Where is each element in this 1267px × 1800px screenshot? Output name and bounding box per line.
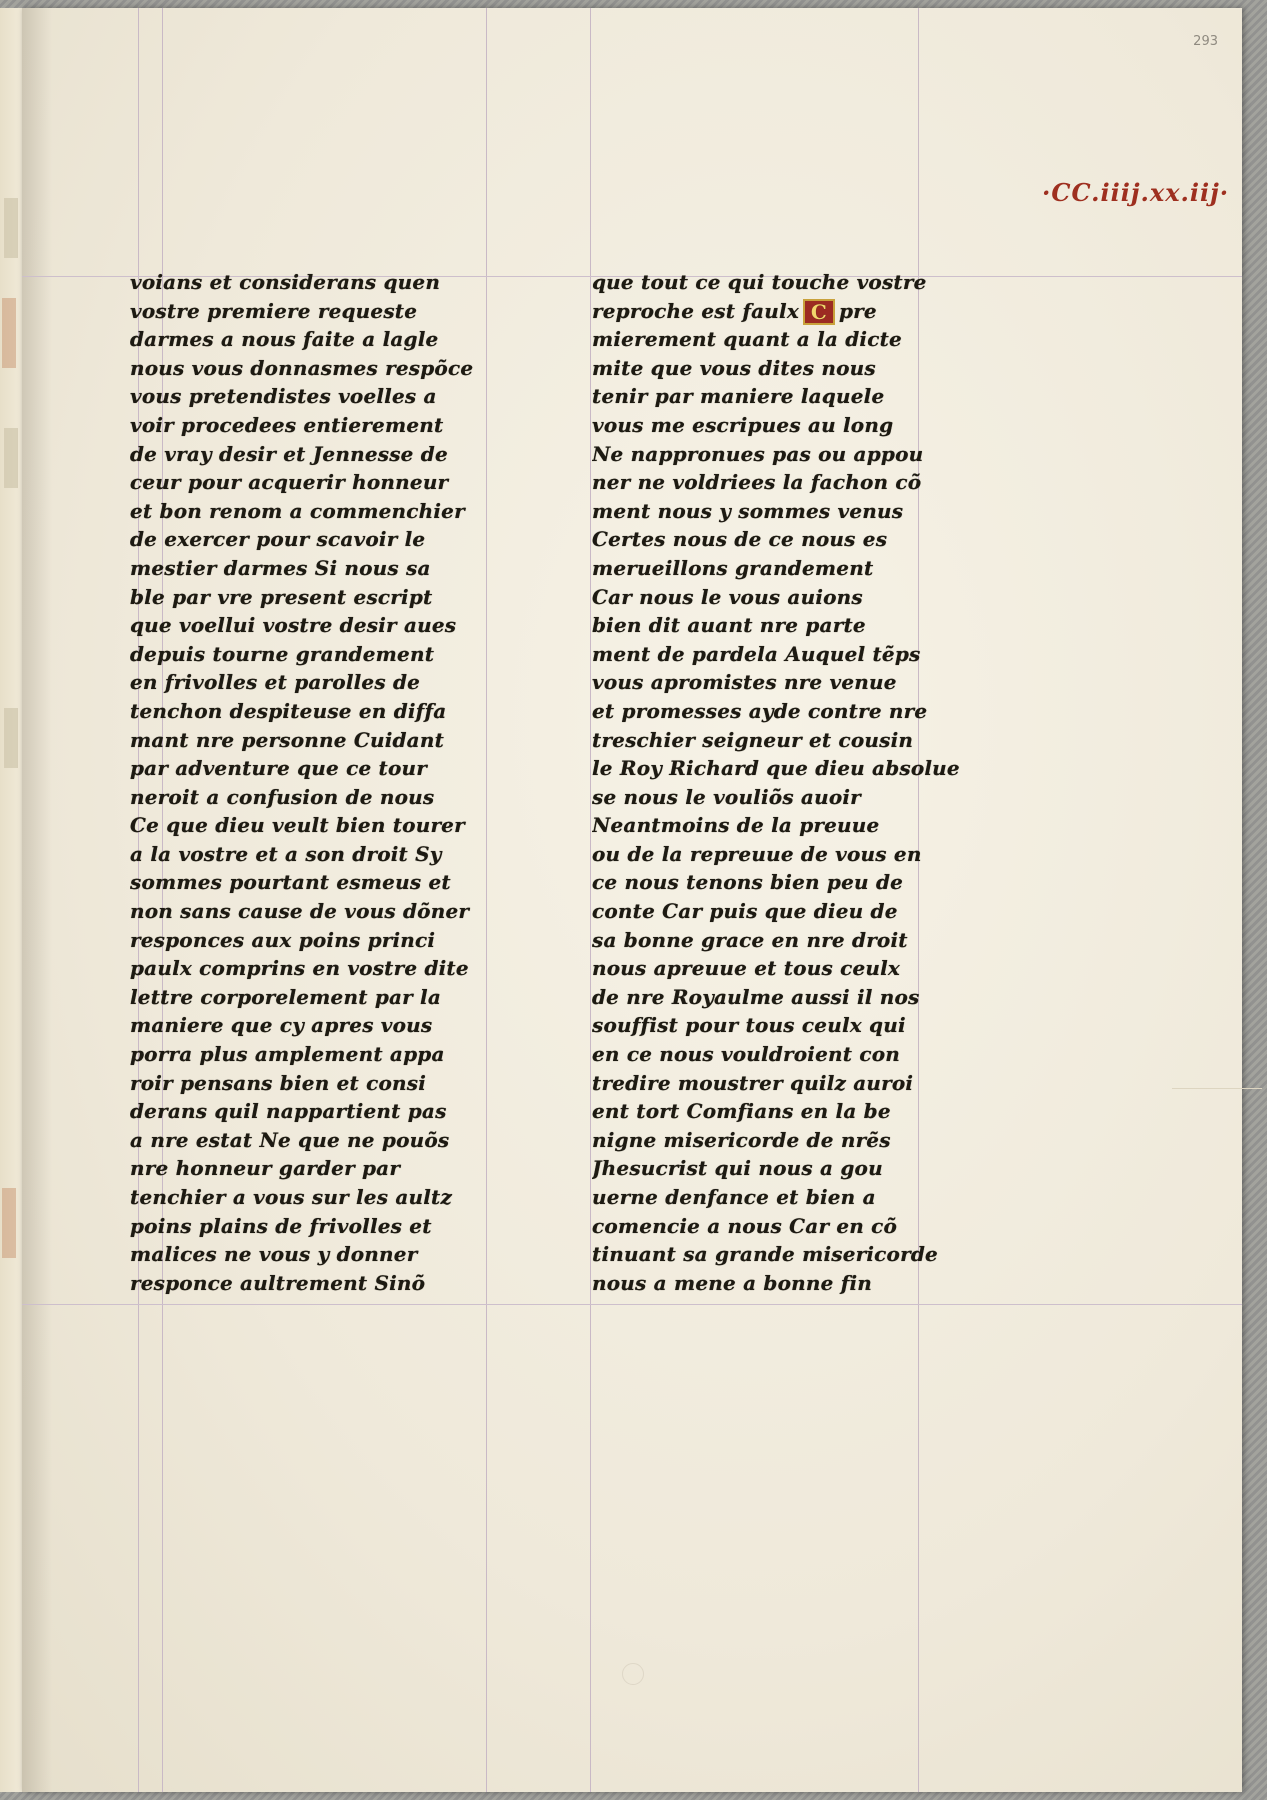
text-line: derans quil nappartient pas xyxy=(130,1099,447,1124)
text-line: que tout ce qui touche vostre xyxy=(592,270,927,294)
text-line: conte Car puis que dieu de xyxy=(592,899,898,924)
text-line: se nous le vouliõs auoir xyxy=(592,784,861,809)
text-line: neroit a confusion de nous xyxy=(130,784,435,809)
text-line: et promesses ayde contre nre xyxy=(592,698,928,723)
decorated-initial: C xyxy=(803,299,835,325)
text-line: mierement quant a la dicte xyxy=(592,327,902,352)
text-line: darmes a nous faite a lagle xyxy=(130,327,439,352)
text-line: lettre corporelement par la xyxy=(130,984,442,1009)
text-line: nous vous donnasmes respõce xyxy=(130,355,474,380)
stain xyxy=(622,1663,644,1685)
text-line: de vray desir et Jennesse de xyxy=(130,441,448,466)
text-line: vostre premiere requeste xyxy=(130,298,418,323)
text-line: a nre estat Ne que ne pouõs xyxy=(130,1127,450,1152)
text-line: nre honneur garder par xyxy=(130,1156,401,1181)
text-line: paulx comprins en vostre dite xyxy=(130,956,469,981)
text-line: ce nous tenons bien peu de xyxy=(592,870,904,895)
text-line: ment nous y sommes venus xyxy=(592,498,904,523)
text-line: voians et considerans quen xyxy=(130,270,441,294)
running-head: ·CC.iiij.xx.iij· xyxy=(1042,178,1230,207)
text-line: nigne misericorde de nrẽs xyxy=(592,1127,891,1152)
text-line: vous me escripues au long xyxy=(592,412,894,437)
text-line: tenir par maniere laquele xyxy=(592,384,885,409)
text-line: ble par vre present escript xyxy=(130,584,433,609)
text-fragment: reproche est faulx xyxy=(592,298,799,323)
text-line: malices ne vous y donner xyxy=(130,1242,418,1267)
text-line: Neantmoins de la preuue xyxy=(592,813,880,838)
text-line: ceur pour acquerir honneur xyxy=(130,470,449,495)
text-line: en frivolles et parolles de xyxy=(130,670,421,695)
text-column-left xyxy=(130,268,530,1297)
text-line: tenchon despiteuse en diffa xyxy=(130,698,447,723)
text-fragment: pre xyxy=(838,298,877,323)
text-line: ent tort Comfians en la be xyxy=(592,1099,891,1124)
folio-number: 293 xyxy=(1193,34,1218,49)
text-line: Car nous le vous auions xyxy=(592,584,863,609)
text-line: comencie a nous Car en cõ xyxy=(592,1213,898,1238)
text-line: non sans cause de vous dõner xyxy=(130,899,470,924)
text-line: et bon renom a commenchier xyxy=(130,498,465,523)
text-line: vous apromistes nre venue xyxy=(592,670,897,695)
text-line: responces aux poins princi xyxy=(130,927,436,952)
text-line: tinuant sa grande misericorde xyxy=(592,1242,938,1267)
text-line: responce aultrement Sinõ xyxy=(130,1270,426,1295)
text-line: que voellui vostre desir aues xyxy=(130,613,457,638)
text-line: de nre Royaulme aussi il nos xyxy=(592,984,920,1009)
text-line: tenchier a vous sur les aultz xyxy=(130,1185,453,1209)
text-line: uerne denfance et bien a xyxy=(592,1185,876,1209)
text-line: vous pretendistes voelles a xyxy=(130,384,437,409)
ruling-line xyxy=(22,1304,1242,1305)
text-line: mant nre personne Cuidant xyxy=(130,727,445,752)
text-line: souffist pour tous ceulx qui xyxy=(592,1013,906,1038)
text-line: mestier darmes Si nous sa xyxy=(130,555,431,580)
text-line: ner ne voldriees la fachon cõ xyxy=(592,470,922,495)
text-line: ou de la repreuue de vous en xyxy=(592,841,922,866)
text-line: par adventure que ce tour xyxy=(130,756,428,781)
text-line: nous apreuue et tous ceulx xyxy=(592,956,901,981)
text-line: sa bonne grace en nre droit xyxy=(592,927,908,952)
text-line: Ne nappronues pas ou appou xyxy=(592,441,924,466)
text-line: merueillons grandement xyxy=(592,555,874,580)
text-line: porra plus amplement appa xyxy=(130,1042,445,1067)
text-line: tredire moustrer quilz auroi xyxy=(592,1070,914,1095)
text-line: mite que vous dites nous xyxy=(592,355,876,380)
text-line: a la vostre et a son droit Sy xyxy=(130,841,442,866)
facing-page-edge xyxy=(0,8,24,1792)
text-line: poins plains de frivolles et xyxy=(130,1213,432,1238)
text-line: Certes nous de ce nous es xyxy=(592,527,888,552)
text-line: ment de pardela Auquel tẽps xyxy=(592,641,921,666)
text-line: depuis tourne grandement xyxy=(130,641,435,666)
text-line: maniere que cy apres vous xyxy=(130,1013,433,1038)
text-line: sommes pourtant esmeus et xyxy=(130,870,451,895)
text-line: Ce que dieu veult bien tourer xyxy=(130,813,465,838)
text-line: nous a mene a bonne fin xyxy=(592,1270,873,1295)
text-line: voir procedees entierement xyxy=(130,412,444,437)
text-line-with-initial xyxy=(592,297,1012,326)
text-line: treschier seigneur et cousin xyxy=(592,727,914,752)
text-line: le Roy Richard que dieu absolue xyxy=(592,756,960,781)
text-line: Jhesucrist qui nous a gou xyxy=(592,1156,883,1181)
text-line: roir pensans bien et consi xyxy=(130,1070,427,1095)
text-line: de exercer pour scavoir le xyxy=(130,527,426,552)
text-line: bien dit auant nre parte xyxy=(592,613,866,638)
text-column-right xyxy=(592,268,1012,1297)
text-line: en ce nous vouldroient con xyxy=(592,1042,901,1067)
page-crease xyxy=(1172,1088,1262,1089)
